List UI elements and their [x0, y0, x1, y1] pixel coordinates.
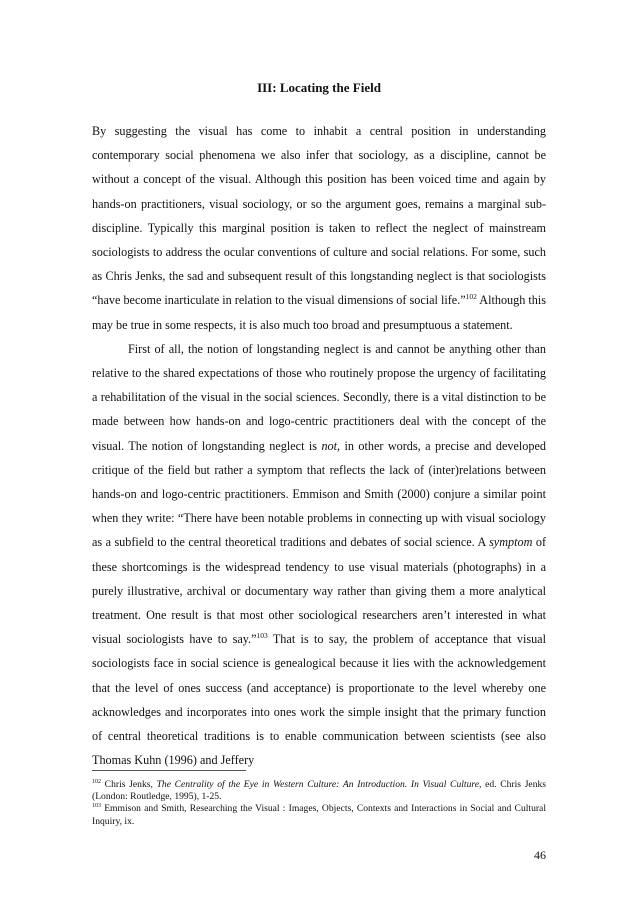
footnote-text: Emmison and Smith, Researching the Visual : Images, Objects, Contexts and Interactions in Social and Cultural Inquiry, ix. [92, 803, 546, 827]
footnote-number: 102 [92, 779, 101, 785]
footnote-text-cont: , ed. Chris Jenks (London: Routledge, 1995), 1-25. [92, 779, 547, 803]
footnote-title: The Centrality of the Eye in Western Culture: An Introduction. In Visual Culture [156, 779, 480, 790]
paragraph-2 [92, 337, 546, 773]
paragraph-2-text-cont: , in other words, a precise and developed critique of the field but rather a symptom that reflects the lack of (inter)relations between hands-on and logo-centric practitioners. Emmison and Smith (2000) conjure a similar point when they write: “There have been notable problems in connecting up with visual sociology as a subfield to the central theoretical traditions and debates of social science. A [92, 438, 546, 550]
footnote-number: 103 [92, 803, 101, 810]
footnote-102 [92, 779, 546, 803]
footnote-divider [92, 770, 246, 771]
paragraph-2-text: First of all, the notion of longstanding neglect is and cannot be anything other than relative to the shared expectations of those who routinely propose the urgency of facilitating a rehabilitation of the visual in the social sciences. Secondly, there is a vital distinction to be made between how hands-on and logo-centric practitioners deal with the concept of the visual. The notion of longstanding neglect is [92, 341, 546, 453]
paragraph-1-text-cont: Although this may be true in some respects, it is also much too broad and presumptuous a statement. [92, 293, 547, 332]
footnote-ref-103: 103 [256, 631, 268, 641]
paragraph-1 [92, 119, 546, 337]
footnote-103 [92, 803, 546, 827]
emphasis-symptom: symptom [489, 535, 533, 550]
paragraph-1-text: By suggesting the visual has come to inhabit a central position in understanding contemporary social phenomena we also infer that sociology, as a discipline, cannot be without a concept of the visual. Although this position has been voiced time and again by hands-on practitioners, visual sociology, or so the argument goes, remains a marginal sub-discipline. Typically this marginal position is taken to reflect the neglect of mainstream sociologists to address the ocular conventions of culture and social relations. For some, such as Chris Jenks, the sad and subsequent result of this longstanding neglect is that sociologists “have become inarticulate in relation to the visual dimensions of social life.” [92, 124, 546, 308]
page-number: 46 [534, 848, 546, 862]
section-heading: III: Locating the Field [257, 80, 381, 95]
footnotes [92, 779, 546, 828]
paragraph-2-text-cont-3: That is to say, the problem of acceptance that visual sociologists face in social science is genealogical because it lies with the acknowledgement that the level of ones success (and acceptance) is proportionate to the level whereby one acknowledges and incorporates into ones work the simple insight that the primary function of central theoretical traditions is to enable communication between scientists (see also Thomas Kuhn (1996) and Jeffery [92, 632, 546, 768]
footnote-ref-102: 102 [465, 292, 477, 302]
emphasis-not: not [321, 438, 338, 453]
body-text [92, 119, 546, 772]
footnote-text: Chris Jenks, [101, 779, 157, 790]
paragraph-2-text-cont-2: of these shortcomings is the widespread tendency to use visual materials (photographs) in a purely illustrative, archival or documentary way rather than giving them a more analytical treatment. One result is that most other sociological researchers aren’t interested in what visual sociologists have to say.” [92, 535, 546, 647]
